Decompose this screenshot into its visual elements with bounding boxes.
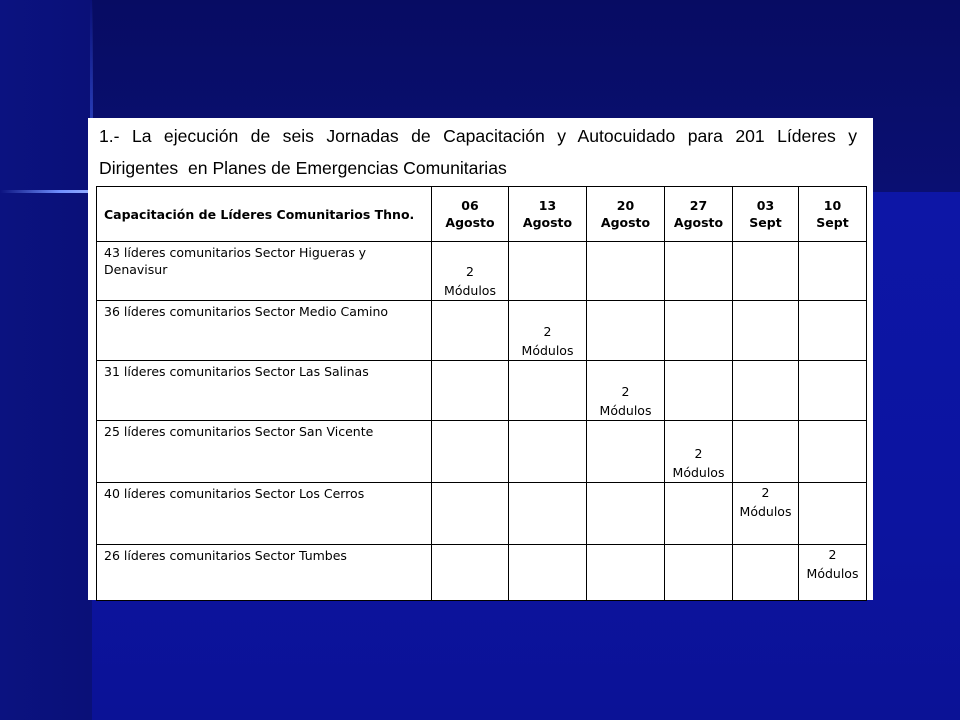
table-header-row — [97, 187, 867, 242]
row-label: 31 líderes comunitarios Sector Las Salinas — [97, 361, 432, 421]
slide-content — [88, 118, 873, 600]
table-row — [97, 483, 867, 545]
table-row — [97, 545, 867, 601]
module-cell: 2 Módulos — [799, 545, 867, 601]
row-label: 43 líderes comunitarios Sector Higueras y Denavisur — [97, 242, 432, 301]
header-date: 20 Agosto — [587, 187, 665, 242]
row-label: 36 líderes comunitarios Sector Medio Camino — [97, 301, 432, 361]
row-label: 26 líderes comunitarios Sector Tumbes — [97, 545, 432, 601]
slide-heading — [99, 120, 857, 184]
table-row — [97, 242, 867, 301]
module-cell: 2 Módulos — [587, 361, 665, 421]
module-cell: 2 Módulos — [432, 242, 509, 301]
schedule-table — [96, 186, 867, 601]
header-date: 27 Agosto — [665, 187, 733, 242]
heading-line-2: Dirigentes en Planes de Emergencias Comunitarias — [99, 158, 507, 178]
heading-line-1: 1.- La ejecución de seis Jornadas de Capacitación y Autocuidado para 201 Líderes y — [99, 126, 857, 146]
background-left-band — [0, 0, 92, 720]
header-date: 10 Sept — [799, 187, 867, 242]
module-cell: 2 Módulos — [665, 421, 733, 483]
module-cell: 2 Módulos — [733, 483, 799, 545]
table-row — [97, 361, 867, 421]
decorative-horizontal-line — [0, 190, 100, 193]
header-date: 06 Agosto — [432, 187, 509, 242]
table-row — [97, 301, 867, 361]
module-cell: 2 Módulos — [509, 301, 587, 361]
header-description: Capacitación de Líderes Comunitarios Thno. — [97, 187, 432, 242]
table-row — [97, 421, 867, 483]
row-label: 40 líderes comunitarios Sector Los Cerros — [97, 483, 432, 545]
header-date: 03 Sept — [733, 187, 799, 242]
header-date: 13 Agosto — [509, 187, 587, 242]
row-label: 25 líderes comunitarios Sector San Vicente — [97, 421, 432, 483]
